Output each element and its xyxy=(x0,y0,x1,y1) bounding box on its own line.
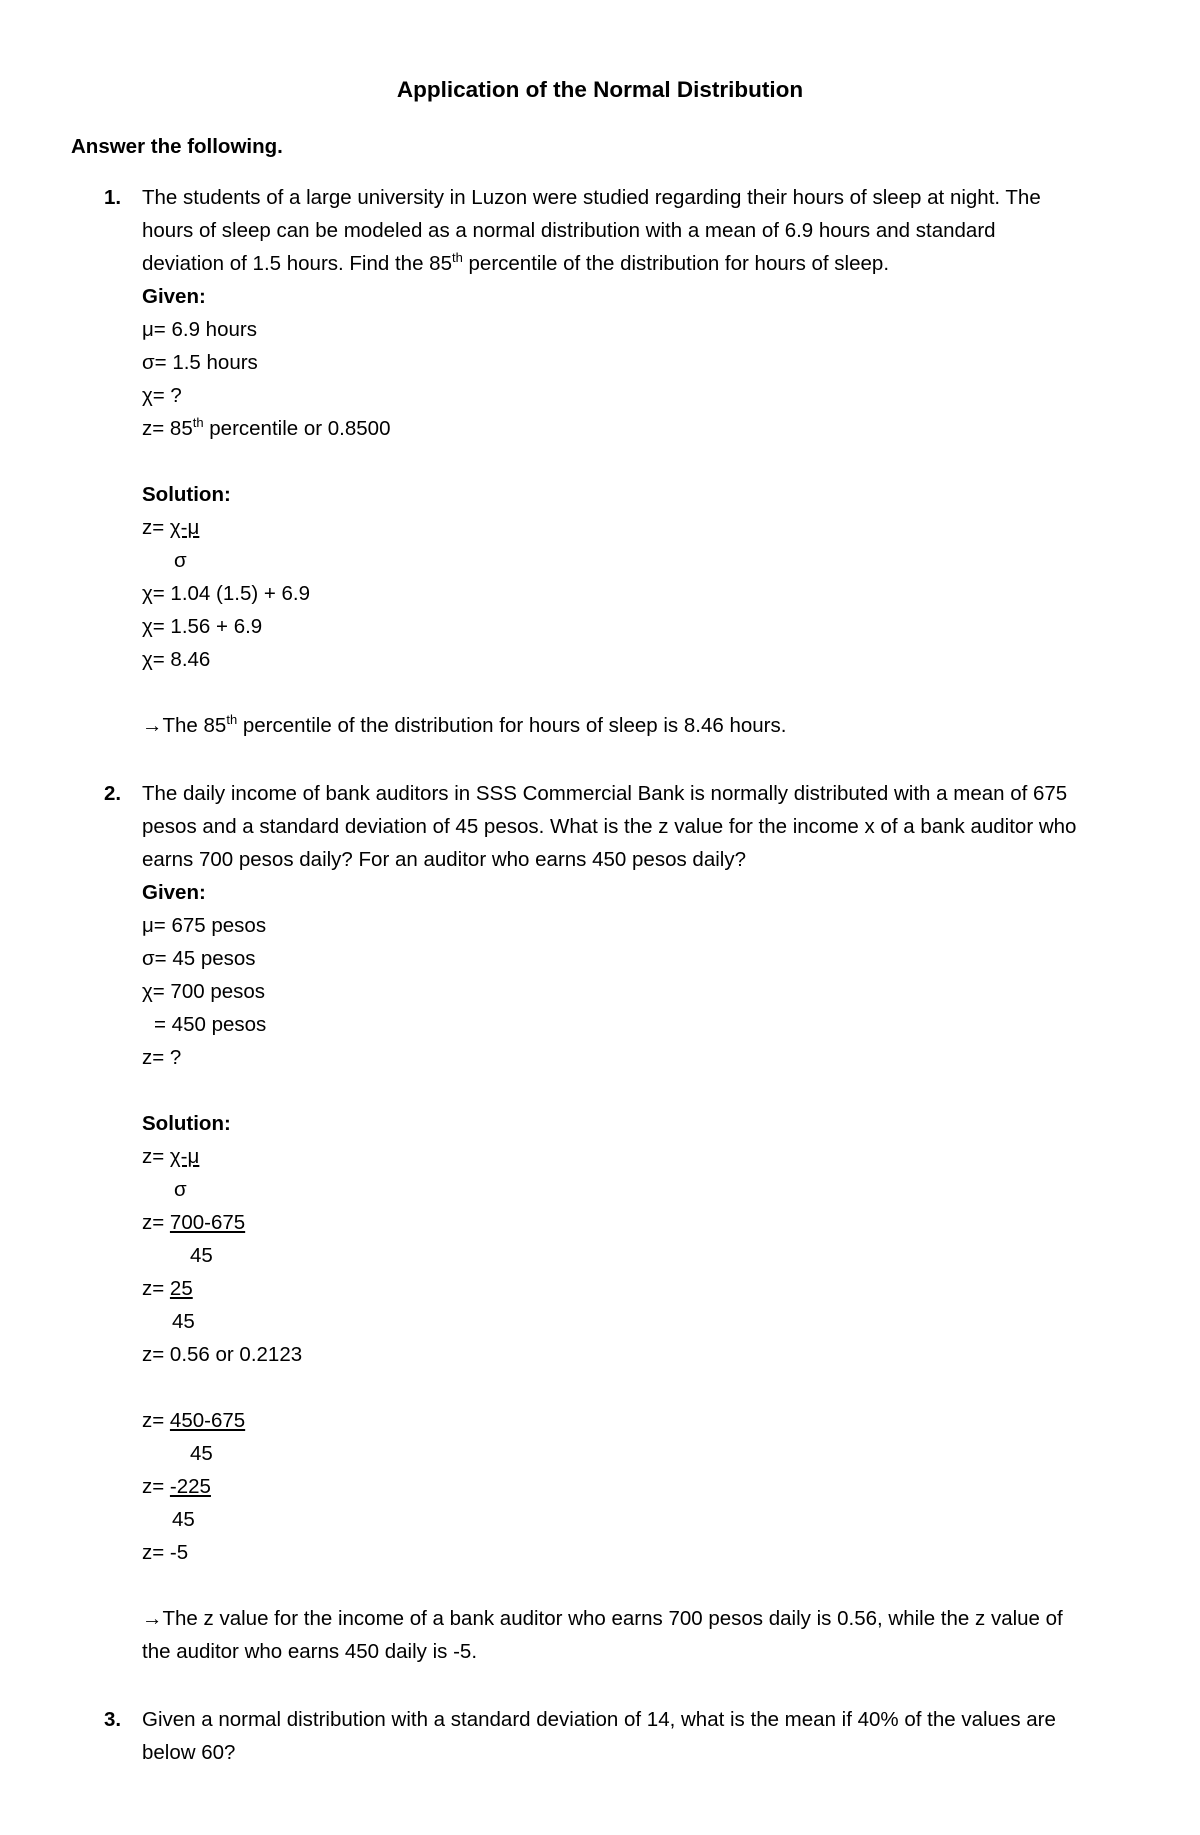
question-text-line: Given a normal distribution with a standard deviation of 14, what is the mean if 40% of the values are xyxy=(142,1708,1056,1731)
text-segment: deviation of 1.5 hours. Find the 85 xyxy=(142,252,452,275)
question-text-line: earns 700 pesos daily? For an auditor who earns 450 pesos daily? xyxy=(142,848,746,871)
formula-denominator: σ xyxy=(174,549,187,572)
given-x: χ= 700 pesos xyxy=(142,980,266,1003)
given-sd: σ= 45 pesos xyxy=(142,947,256,970)
question-body xyxy=(142,1703,1142,1769)
solution-step: χ= 8.46 xyxy=(142,648,211,671)
page-title: Application of the Normal Distribution xyxy=(396,77,804,102)
question-number: 1. xyxy=(104,186,122,209)
solution-step: χ= 1.56 + 6.9 xyxy=(142,615,263,638)
solution-step: χ= 1.04 (1.5) + 6.9 xyxy=(142,582,311,605)
formula-denominator: σ xyxy=(174,1178,187,1201)
question-text-line: below 60? xyxy=(142,1741,236,1764)
solution-label: Solution: xyxy=(142,1112,231,1135)
fraction-numerator: 700-675 xyxy=(169,1211,246,1234)
given-label: Given: xyxy=(142,881,206,904)
formula-lhs: z= xyxy=(142,1409,170,1432)
fraction-numerator: -225 xyxy=(169,1475,211,1498)
question-text-line xyxy=(142,247,1142,280)
answer-statement xyxy=(142,709,1142,742)
answer-statement: the auditor who earns 450 daily is -5. xyxy=(142,1640,478,1663)
formula-lhs: z= xyxy=(142,1475,170,1498)
given-mean: μ= 6.9 hours xyxy=(142,318,257,341)
question-text-line: pesos and a standard deviation of 45 pesos. What is the z value for the income x of a bank auditor who xyxy=(142,815,1077,838)
formula-lhs: z= xyxy=(142,516,170,539)
formula-numerator-line xyxy=(142,1140,1142,1173)
solution-result: z= -5 xyxy=(142,1541,189,1564)
formula-lhs: z= xyxy=(142,1211,170,1234)
formula-lhs: z= xyxy=(142,1145,170,1168)
fraction-numerator-line xyxy=(142,1470,1142,1503)
given-label: Given: xyxy=(142,285,206,308)
formula-numerator-line xyxy=(142,511,1142,544)
superscript: th xyxy=(451,250,463,266)
formula-lhs: z= xyxy=(142,1277,170,1300)
solution-result: z= 0.56 or 0.2123 xyxy=(142,1343,303,1366)
formula-numerator: χ-μ xyxy=(169,1145,200,1168)
answer-statement: →The z value for the income of a bank auditor who earns 700 pesos daily is 0.56, while the z value of xyxy=(142,1607,1063,1630)
fraction-numerator-line xyxy=(142,1206,1142,1239)
given-sd: σ= 1.5 hours xyxy=(142,351,258,374)
question-text-line: hours of sleep can be modeled as a normal distribution with a mean of 6.9 hours and standard xyxy=(142,219,996,242)
question-text-line: The students of a large university in Luzon were studied regarding their hours of sleep at night. The xyxy=(142,186,1041,209)
question-number: 3. xyxy=(104,1708,122,1731)
given-mean: μ= 675 pesos xyxy=(142,914,267,937)
text-segment: percentile or 0.8500 xyxy=(203,417,391,440)
given-x-alt: = 450 pesos xyxy=(154,1013,267,1036)
fraction-numerator: 25 xyxy=(169,1277,193,1300)
text-segment: percentile of the distribution for hours of sleep is 8.46 hours. xyxy=(237,714,787,737)
question-body xyxy=(142,777,1142,1668)
fraction-denominator: 45 xyxy=(190,1244,213,1267)
question-body xyxy=(142,181,1142,742)
text-segment: z= 85 xyxy=(142,417,193,440)
question-number: 2. xyxy=(104,782,122,805)
fraction-denominator: 45 xyxy=(190,1442,213,1465)
instructions: Answer the following. xyxy=(71,135,283,158)
solution-label: Solution: xyxy=(142,483,231,506)
text-segment: →The 85 xyxy=(142,714,227,737)
question-text-line: The daily income of bank auditors in SSS Commercial Bank is normally distributed with a mean of 675 xyxy=(142,782,1068,805)
given-x: χ= ? xyxy=(142,384,182,407)
fraction-numerator: 450-675 xyxy=(169,1409,246,1432)
fraction-denominator: 45 xyxy=(172,1310,195,1333)
fraction-numerator-line xyxy=(142,1404,1142,1437)
fraction-denominator: 45 xyxy=(172,1508,195,1531)
superscript: th xyxy=(226,712,238,728)
given-z: z= ? xyxy=(142,1046,182,1069)
text-segment: percentile of the distribution for hours of sleep. xyxy=(462,252,890,275)
formula-numerator: χ-μ xyxy=(169,516,200,539)
superscript: th xyxy=(192,415,204,431)
fraction-numerator-line xyxy=(142,1272,1142,1305)
given-z xyxy=(142,412,1142,445)
